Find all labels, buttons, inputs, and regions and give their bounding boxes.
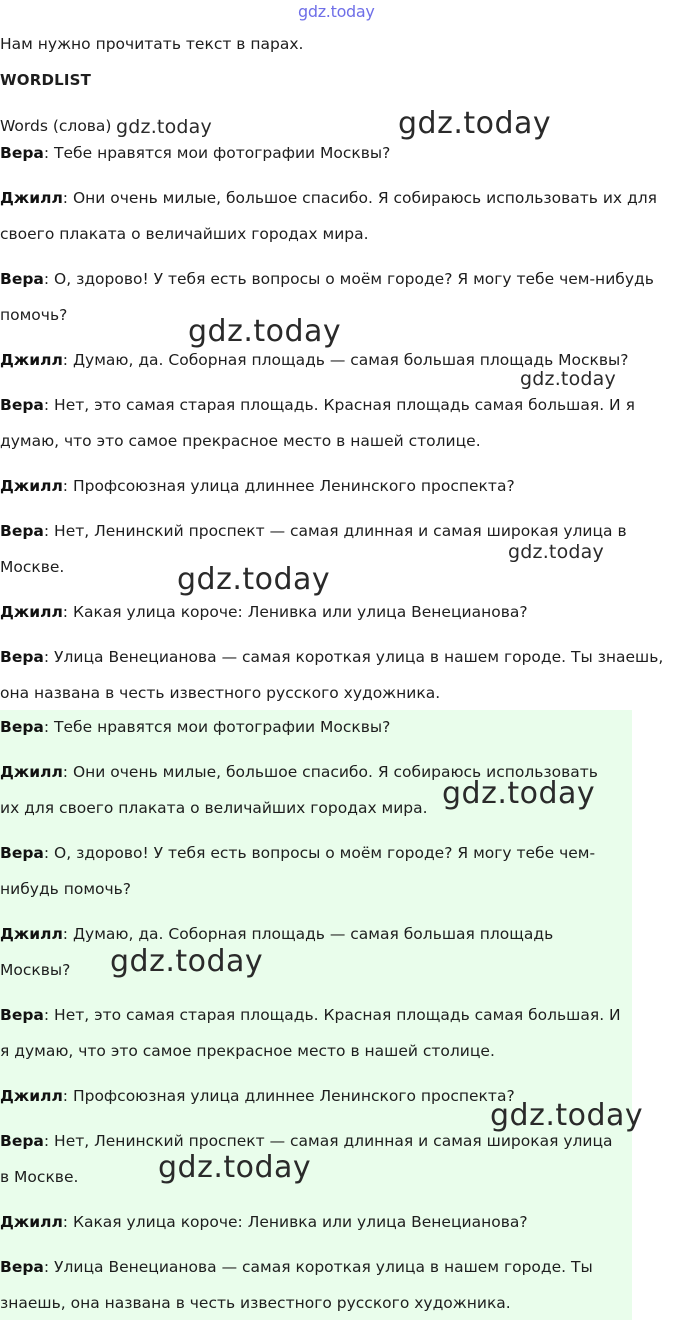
- line-text: : Улица Венецианова — самая короткая улица в нашем городе. Ты знаешь,: [43, 648, 664, 666]
- speaker-name: Джилл: [0, 1213, 63, 1231]
- watermark: gdz.today: [177, 562, 331, 597]
- line-text: : Тебе нравятся мои фотографии Москвы?: [43, 718, 391, 736]
- dialogue-line: нибудь помочь?: [0, 880, 132, 898]
- dialogue-line: думаю, что это самое прекрасное место в нашей столице.: [0, 432, 481, 450]
- speaker-name: Вера: [0, 1132, 44, 1150]
- dialogue-line: [0, 269, 654, 289]
- speaker-name: Джилл: [0, 925, 63, 943]
- line-text: : Думаю, да. Соборная площадь — самая большая площадь Москвы?: [62, 351, 629, 369]
- wordlist-heading: WORDLIST: [0, 71, 92, 89]
- speaker-name: Джилл: [0, 351, 63, 369]
- speaker-name: Вера: [0, 1258, 44, 1276]
- dialogue-line: [0, 188, 657, 208]
- line-text: : Профсоюзная улица длиннее Ленинского проспекта?: [62, 477, 515, 495]
- line-text: : Профсоюзная улица длиннее Ленинского проспекта?: [62, 1087, 515, 1105]
- dialogue-line: [0, 1212, 528, 1232]
- watermark: gdz.today: [158, 1150, 312, 1185]
- speaker-name: Джилл: [0, 1087, 63, 1105]
- line-text: : Думаю, да. Соборная площадь — самая большая площадь: [62, 925, 554, 943]
- line-text: : Нет, Ленинский проспект — самая длинная и самая широкая улица: [43, 1132, 613, 1150]
- dialogue-line: Москве.: [0, 558, 65, 576]
- watermark: gdz.today: [442, 776, 596, 811]
- dialogue-line: [0, 924, 553, 944]
- speaker-name: Джилл: [0, 763, 63, 781]
- dialogue-line: [0, 602, 528, 622]
- site-logo-watermark: gdz.today: [298, 2, 375, 21]
- dialogue-line: [0, 647, 663, 667]
- watermark: gdz.today: [520, 368, 616, 390]
- speaker-name: Вера: [0, 396, 44, 414]
- dialogue-line: [0, 1131, 613, 1151]
- line-text: : О, здорово! У тебя есть вопросы о моём городе? Я могу тебе чем-нибудь: [43, 270, 654, 288]
- watermark: gdz.today: [490, 1098, 644, 1133]
- dialogue-line: [0, 350, 629, 370]
- speaker-name: Вера: [0, 522, 44, 540]
- dialogue-line: Москвы?: [0, 961, 71, 979]
- dialogue-line: своего плаката о величайших городах мира.: [0, 225, 369, 243]
- speaker-name: Вера: [0, 648, 44, 666]
- words-label: Words (слова): [0, 117, 112, 135]
- line-text: : Какая улица короче: Ленивка или улица Венецианова?: [62, 603, 528, 621]
- speaker-name: Вера: [0, 270, 44, 288]
- dialogue-line: [0, 143, 390, 163]
- dialogue-line: она названа в честь известного русского художника.: [0, 684, 441, 702]
- watermark: gdz.today: [398, 106, 552, 141]
- watermark: gdz.today: [508, 541, 604, 563]
- dialogue-line: [0, 843, 595, 863]
- dialogue-line: [0, 1005, 621, 1025]
- line-text: : Они очень милые, большое спасибо. Я собираюсь использовать их для: [62, 189, 657, 207]
- intro-text: Нам нужно прочитать текст в парах.: [0, 35, 304, 53]
- line-text: : Тебе нравятся мои фотографии Москвы?: [43, 144, 391, 162]
- line-text: : О, здорово! У тебя есть вопросы о моём городе? Я могу тебе чем-: [43, 844, 596, 862]
- line-text: : Нет, Ленинский проспект — самая длинная и самая широкая улица в: [43, 522, 627, 540]
- dialogue-line: [0, 395, 635, 415]
- speaker-name: Джилл: [0, 189, 63, 207]
- line-text: : Какая улица короче: Ленивка или улица Венецианова?: [62, 1213, 528, 1231]
- watermark: gdz.today: [116, 116, 212, 138]
- dialogue-line: их для своего плаката о величайших городах мира.: [0, 799, 428, 817]
- line-text: : Они очень милые, большое спасибо. Я собираюсь использовать: [62, 763, 598, 781]
- dialogue-line: в Москве.: [0, 1168, 79, 1186]
- dialogue-line: помочь?: [0, 306, 68, 324]
- dialogue-line: [0, 717, 390, 737]
- speaker-name: Вера: [0, 844, 44, 862]
- speaker-name: Вера: [0, 718, 44, 736]
- dialogue-line: [0, 1257, 593, 1277]
- dialogue-line: [0, 1086, 515, 1106]
- dialogue-line: знаешь, она названа в честь известного русского художника.: [0, 1294, 511, 1312]
- speaker-name: Джилл: [0, 603, 63, 621]
- line-text: : Нет, это самая старая площадь. Красная площадь самая большая. И: [43, 1006, 621, 1024]
- speaker-name: Вера: [0, 1006, 44, 1024]
- watermark: gdz.today: [110, 944, 264, 979]
- watermark: gdz.today: [188, 314, 342, 349]
- dialogue-line: я думаю, что это самое прекрасное место в нашей столице.: [0, 1042, 495, 1060]
- dialogue-line: [0, 521, 627, 541]
- dialogue-line: [0, 476, 515, 496]
- speaker-name: Джилл: [0, 477, 63, 495]
- line-text: : Нет, это самая старая площадь. Красная площадь самая большая. И я: [43, 396, 635, 414]
- line-text: : Улица Венецианова — самая короткая улица в нашем городе. Ты: [43, 1258, 593, 1276]
- speaker-name: Вера: [0, 144, 44, 162]
